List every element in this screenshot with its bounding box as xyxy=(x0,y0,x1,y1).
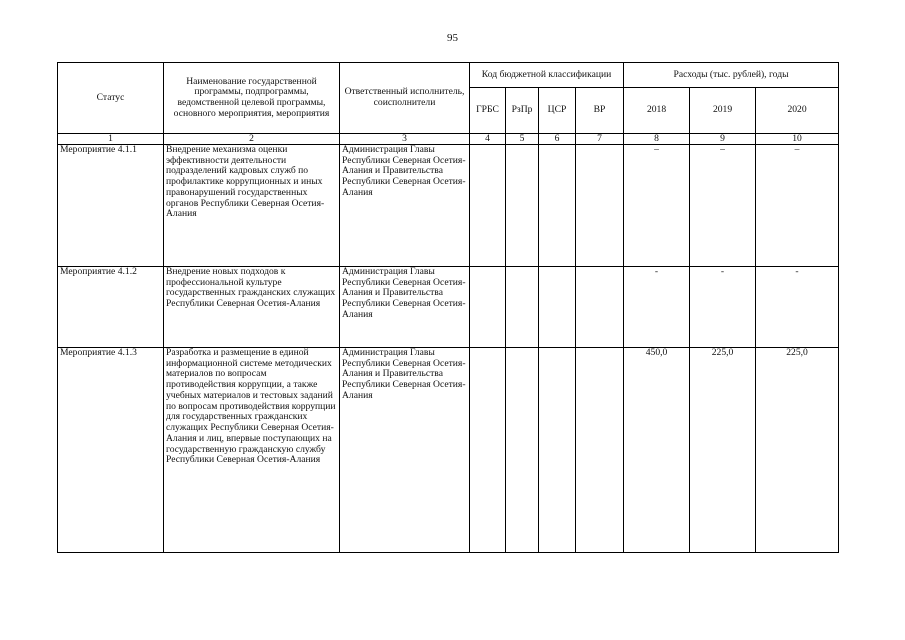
row-2020: - xyxy=(756,267,839,348)
row-vr xyxy=(576,145,624,267)
column-number: 2 xyxy=(164,134,340,145)
column-number-row xyxy=(58,134,839,145)
row-2019: - xyxy=(690,267,756,348)
header-row-top xyxy=(58,63,839,88)
column-number: 8 xyxy=(624,134,690,145)
row-executor: Администрация Главы Республики Северная Осетия-Алания и Правительства Республики Северная Осетия-Алания xyxy=(340,145,470,267)
column-number: 6 xyxy=(539,134,576,145)
page-number: 95 xyxy=(447,32,458,44)
header-vr: ВР xyxy=(576,88,624,134)
table-row xyxy=(58,145,839,267)
row-rzpr xyxy=(506,267,539,348)
row-name: Внедрение новых подходов к профессиональной культуре государственных гражданских служащих Республики Северная Осетия-Алания xyxy=(164,267,340,348)
table-row xyxy=(58,267,839,348)
header-csr: ЦСР xyxy=(539,88,576,134)
header-executor: Ответственный исполнитель, соисполнители xyxy=(340,63,470,134)
row-executor: Администрация Главы Республики Северная Осетия-Алания и Правительства Республики Северная Осетия-Алания xyxy=(340,348,470,553)
header-2020: 2020 xyxy=(756,88,839,134)
row-status: Мероприятие 4.1.1 xyxy=(58,145,164,267)
row-2018: - xyxy=(624,267,690,348)
row-name: Разработка и размещение в единой информационной системе методических материалов по вопросам противодействия коррупции, а также учебных материалов и тестовых заданий по вопросам противодействия коррупции для государственных гражданских служащих Республики Северная Осетия-Алания и лиц, впервые поступающих на государственную гражданскую службу Республики Северная Осетия-Алания xyxy=(164,348,340,553)
row-name: Внедрение механизма оценки эффективности деятельности подразделений кадровых служб по профилактике коррупционных и иных правонарушений государственных органов Республики Северная Осетия-Алания xyxy=(164,145,340,267)
row-status: Мероприятие 4.1.2 xyxy=(58,267,164,348)
row-rzpr xyxy=(506,348,539,553)
row-grbs xyxy=(470,267,506,348)
row-grbs xyxy=(470,348,506,553)
row-csr xyxy=(539,145,576,267)
row-vr xyxy=(576,348,624,553)
column-number: 4 xyxy=(470,134,506,145)
row-csr xyxy=(539,348,576,553)
column-number: 10 xyxy=(756,134,839,145)
column-number: 7 xyxy=(576,134,624,145)
row-2020: – xyxy=(756,145,839,267)
header-2019: 2019 xyxy=(690,88,756,134)
header-2018: 2018 xyxy=(624,88,690,134)
row-2018: 450,0 xyxy=(624,348,690,553)
row-status: Мероприятие 4.1.3 xyxy=(58,348,164,553)
row-executor: Администрация Главы Республики Северная Осетия-Алания и Правительства Республики Северная Осетия-Алания xyxy=(340,267,470,348)
column-number: 5 xyxy=(506,134,539,145)
column-number: 1 xyxy=(58,134,164,145)
header-rzpr: РзПр xyxy=(506,88,539,134)
header-status: Статус xyxy=(58,63,164,134)
budget-table xyxy=(57,62,839,553)
row-vr xyxy=(576,267,624,348)
header-budget-code: Код бюджетной классификации xyxy=(470,63,624,88)
row-2018: – xyxy=(624,145,690,267)
header-grbs: ГРБС xyxy=(470,88,506,134)
column-number: 9 xyxy=(690,134,756,145)
header-name: Наименование государственной программы, подпрограммы, ведомственной целевой программы, основного мероприятия, мероприятия xyxy=(164,63,340,134)
row-2019: – xyxy=(690,145,756,267)
row-2020: 225,0 xyxy=(756,348,839,553)
column-number: 3 xyxy=(340,134,470,145)
header-expenses: Расходы (тыс. рублей), годы xyxy=(624,63,839,88)
row-rzpr xyxy=(506,145,539,267)
row-grbs xyxy=(470,145,506,267)
row-csr xyxy=(539,267,576,348)
row-2019: 225,0 xyxy=(690,348,756,553)
table-row xyxy=(58,348,839,553)
